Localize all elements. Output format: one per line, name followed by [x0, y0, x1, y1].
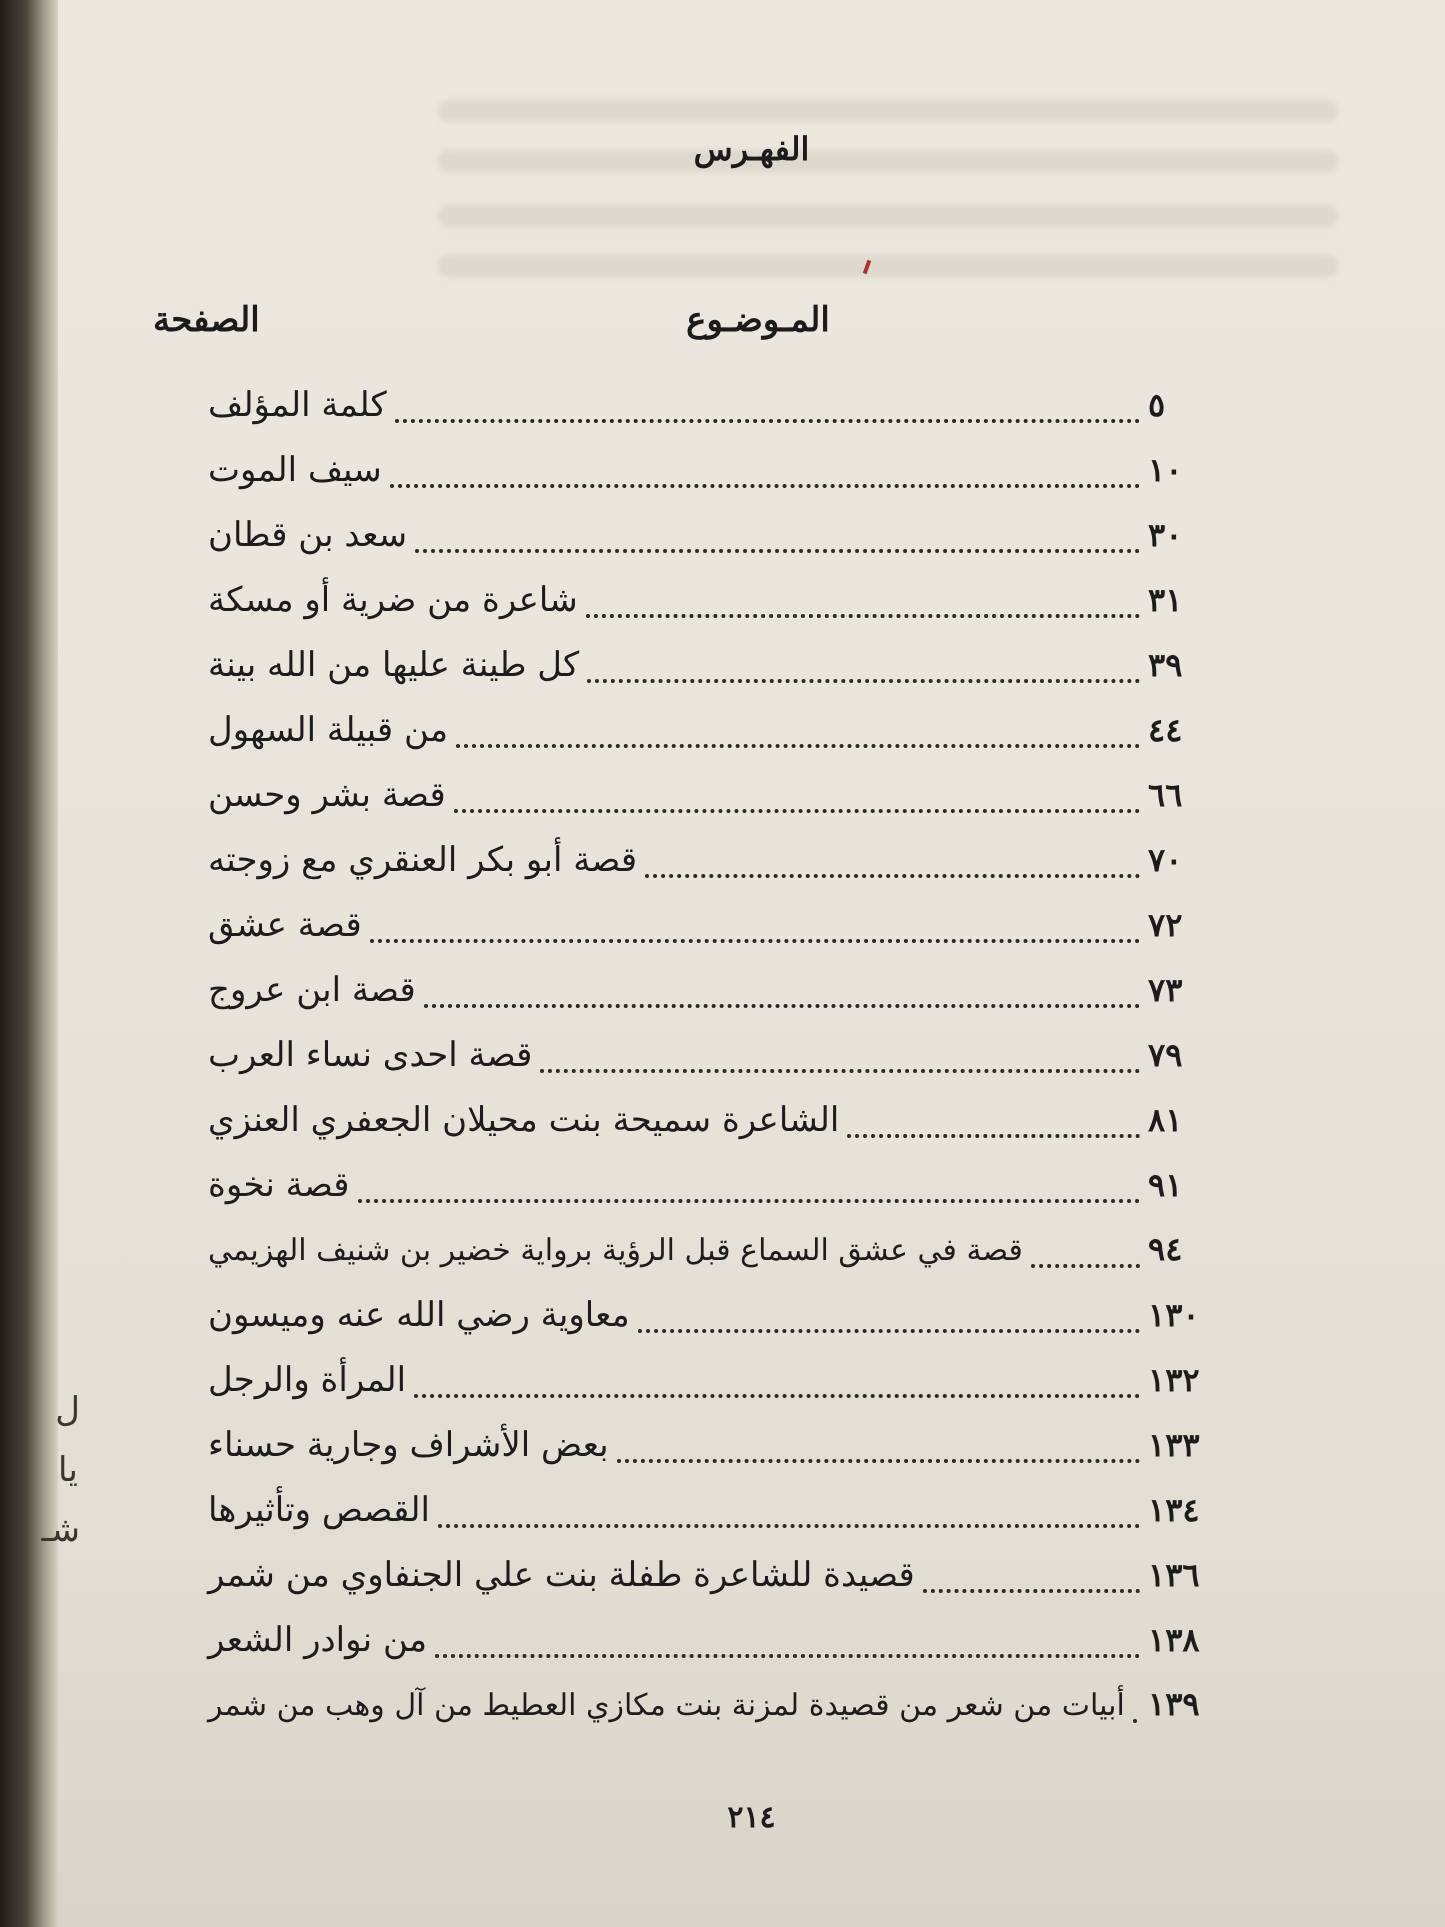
toc-entry — [208, 840, 1238, 890]
toc-topic: من نوادر الشعر — [208, 1620, 428, 1660]
toc-topic: قصة أبو بكر العنقري مع زوجته — [208, 840, 638, 880]
dot-leader — [587, 679, 1140, 683]
toc-topic: المرأة والرجل — [208, 1360, 407, 1400]
toc-entry — [208, 710, 1238, 760]
toc-entry — [208, 775, 1238, 825]
toc-page: ٣٠ — [1148, 516, 1183, 554]
page-title: الفهـرس — [693, 130, 810, 168]
toc-topic: من قبيلة السهول — [208, 710, 449, 750]
toc-topic: قصة في عشق السماع قبل الرؤية برواية خضير بن شنيف الهزيمي — [208, 1233, 1023, 1268]
dot-leader — [1031, 1264, 1140, 1268]
dot-leader — [540, 1069, 1140, 1073]
toc-page: ٨١ — [1148, 1101, 1183, 1139]
toc-page: ١٣٨ — [1148, 1621, 1200, 1659]
toc-topic: قصة احدى نساء العرب — [208, 1035, 533, 1075]
toc-topic: أبيات من شعر من قصيدة لمزنة بنت مكازي العطيط من آل وهب من شمر — [208, 1688, 1125, 1723]
toc-entry — [208, 1230, 1238, 1280]
toc-topic: شاعرة من ضرية أو مسكة — [208, 580, 578, 620]
toc-entry — [208, 1555, 1238, 1605]
toc-page: ١٣٢ — [1148, 1361, 1200, 1399]
toc-page: ١٣٣ — [1148, 1426, 1200, 1464]
toc-topic: قصة نخوة — [208, 1165, 350, 1205]
page-number: ٢١٤ — [727, 1800, 776, 1835]
book-gutter-shadow — [0, 0, 58, 1927]
dot-leader — [414, 1394, 1140, 1398]
dot-leader — [435, 1654, 1140, 1658]
dot-leader — [847, 1134, 1140, 1138]
edge-char: يا — [58, 1450, 78, 1490]
toc-page: ٧٠ — [1148, 841, 1183, 879]
toc-topic: بعض الأشراف وجارية حسناء — [208, 1425, 609, 1465]
toc-topic: معاوية رضي الله عنه وميسون — [208, 1295, 630, 1335]
toc-page: ٧٩ — [1148, 1036, 1183, 1074]
toc-page: ٤٤ — [1148, 711, 1183, 749]
toc-page: ٩١ — [1148, 1166, 1183, 1204]
dot-leader — [454, 809, 1140, 813]
toc-page: ١٣٩ — [1148, 1685, 1200, 1723]
toc-page: ٥ — [1148, 386, 1166, 424]
dot-leader — [415, 549, 1140, 553]
toc-entry — [208, 1100, 1238, 1150]
toc-topic: قصة عشق — [208, 905, 362, 945]
toc-entry — [208, 1295, 1238, 1345]
toc-entry — [208, 1035, 1238, 1085]
dot-leader — [456, 744, 1140, 748]
toc-page: ١٣٦ — [1148, 1556, 1200, 1594]
dot-leader — [390, 484, 1140, 488]
toc-topic: القصص وتأثيرها — [208, 1490, 430, 1530]
toc-page: ٧٣ — [1148, 971, 1183, 1009]
dot-leader — [617, 1459, 1140, 1463]
toc-page: ٣١ — [1148, 581, 1183, 619]
toc-entry — [208, 1360, 1238, 1410]
dot-leader — [1133, 1719, 1140, 1723]
dot-leader — [638, 1329, 1140, 1333]
edge-char: ل — [55, 1390, 80, 1430]
toc-entry — [208, 1685, 1238, 1735]
dot-leader — [395, 419, 1140, 423]
toc-topic: سيف الموت — [208, 450, 382, 490]
toc-page: ٦٦ — [1148, 776, 1183, 814]
toc-entry — [208, 515, 1238, 565]
toc-entry — [208, 450, 1238, 500]
toc-page: ٩٤ — [1148, 1230, 1183, 1268]
toc-topic: كلمة المؤلف — [208, 385, 387, 425]
toc-entry — [208, 1165, 1238, 1215]
topic-column-header: المـوضـوع — [686, 300, 830, 340]
toc-entry — [208, 645, 1238, 695]
toc-topic: كل طينة عليها من الله بينة — [208, 645, 580, 685]
toc-entry — [208, 1490, 1238, 1540]
toc-entry — [208, 385, 1238, 435]
toc-entry — [208, 905, 1238, 955]
page-column-header: الصفحة — [153, 300, 260, 340]
toc-page: ١٣٤ — [1148, 1491, 1200, 1529]
toc-page: ١٣٠ — [1148, 1296, 1200, 1334]
toc-topic: سعد بن قطان — [208, 515, 408, 555]
book-page — [41, 0, 1445, 1927]
toc-page: ٧٢ — [1148, 906, 1183, 944]
toc-entry — [208, 1620, 1238, 1670]
toc-topic: الشاعرة سميحة بنت محيلان الجعفري العنزي — [208, 1100, 840, 1140]
toc-page: ١٠ — [1148, 451, 1183, 489]
dot-leader — [358, 1199, 1140, 1203]
dot-leader — [370, 939, 1140, 943]
toc-entry — [208, 580, 1238, 630]
toc-topic: قصة ابن عروج — [208, 970, 416, 1010]
toc-entry — [208, 1425, 1238, 1475]
dot-leader — [645, 874, 1140, 878]
dot-leader — [424, 1004, 1140, 1008]
toc-page: ٣٩ — [1148, 646, 1183, 684]
dot-leader — [586, 614, 1140, 618]
dot-leader — [923, 1589, 1140, 1593]
table-of-contents — [41, 0, 1445, 1927]
dot-leader — [438, 1524, 1140, 1528]
toc-topic: قصة بشر وحسن — [208, 775, 446, 815]
edge-char: شـ — [41, 1510, 80, 1550]
toc-entry — [208, 970, 1238, 1020]
toc-topic: قصيدة للشاعرة طفلة بنت علي الجنفاوي من شمر — [208, 1555, 915, 1595]
